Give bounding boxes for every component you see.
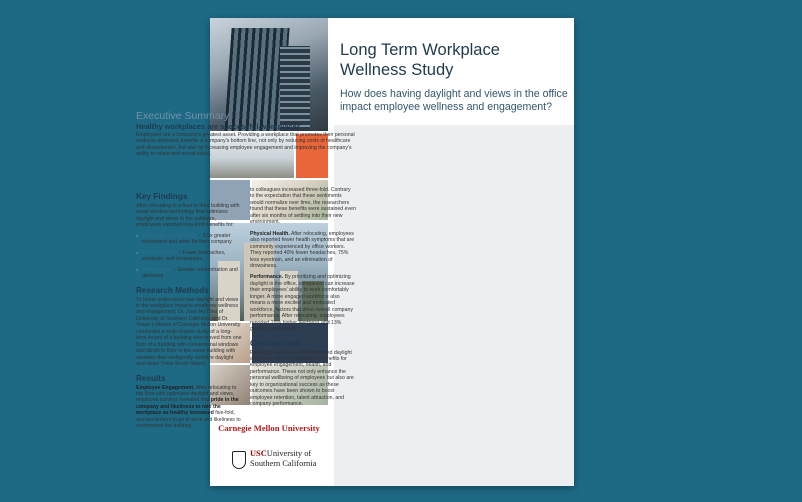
results-continued: to colleagues increased three-fold. Contrary to the expectation that these sentiments would normalize over time, the researchers found that these benefits were sustained even after six months of settling into their new environment. <box>250 187 356 226</box>
title-line-2: Wellness Study <box>340 61 454 79</box>
results-heading: Results <box>136 373 166 383</box>
page-subtitle: How does having daylight and views in the office impact employee wellness and engagement? <box>340 88 568 113</box>
cmu-logo: Carnegie Mellon University <box>218 423 320 433</box>
finding-label: Workplace engagement <box>142 232 197 239</box>
results-performance <box>250 274 356 332</box>
results-engagement <box>136 385 242 430</box>
summary-panel <box>334 125 574 486</box>
key-findings-heading: Key Findings <box>136 192 188 201</box>
usc-line2: Southern California <box>250 459 317 468</box>
finding-text: – 3-5x greater excitement and pride for their company <box>142 232 232 246</box>
page-title <box>340 40 560 80</box>
finding-label: Performance <box>142 266 172 273</box>
health-text: After relocating, employees also reported fewer health symptoms that are commonly experienced by office workers. They reported 40% fewer headaches, 75% less eyestrain, and an elimination of drowsiness. <box>250 230 355 269</box>
right-text-column <box>250 186 356 408</box>
executive-summary-subheading: Healthy workplaces are successful workplaces <box>136 122 301 131</box>
finding-bullet <box>136 267 242 280</box>
key-findings-intro: After relocating to a floor in their building with smart window technology that optimizes daylight and views to the outdoors, employees reported long-term benefits for: <box>136 203 240 229</box>
finding-label: Physical health <box>142 249 177 256</box>
title-line-1: Long Term Workplace <box>340 41 500 59</box>
performance-label: Performance. <box>250 274 284 281</box>
finding-bullet <box>136 250 242 263</box>
results-health <box>250 231 356 270</box>
finding-text: – Greater concentration and alertness <box>142 266 238 280</box>
usc-logo <box>232 449 322 475</box>
left-text-column <box>136 192 242 430</box>
engagement-text: After relocating to the floor with optimized daylight and views, employee surveys revealed that <box>136 384 237 404</box>
usc-seal-icon <box>232 451 246 469</box>
usc-wordmark <box>250 449 316 469</box>
performance-text: By prioritizing and optimizing daylight in the office, companies can increase their employees' ability to work comfortably longer. A more engaged workforce also means a more excited and motivated workforce, factors that drive overall company performance. After relocating, employees reported 29% higher alertness and 13% greater concentration. <box>250 274 355 333</box>
executive-summary-body: Employees are a company's greatest asset. Providing a workplace that promotes their personal wellness ultimately benefits a company's bottom line, not only by reducing costs of healthcare and absenteeism, but also by increasing employee engagement and improving the company's ability to retain and recruit talent. <box>136 132 355 158</box>
engagement-text-2: five-fold, and excitement to go to work and likeliness to recommend the building <box>136 410 241 430</box>
executive-summary-heading: Executive Summary <box>136 110 230 122</box>
research-methods-body: To better understand how daylight and views in the workplace impacts employee wellness and engagement, Dr. Joon Ho Choi of University of Southern California and Dr. Vivian Loftness of Carnegie Mellon University conducted a multi-season study of a long-term tenant of a building who moved from one floor of a building with conventional windows and blinds to floor in the same building with windows that intelligently optimize daylight and views (View Smart Glass). <box>136 296 242 368</box>
usc-line1: University of <box>266 449 312 458</box>
health-label: Physical Health. <box>250 230 290 237</box>
conclusions-heading: Conclusions <box>250 338 300 348</box>
engagement-label: Employee Engagement. <box>136 384 195 391</box>
usc-abbrev: USC <box>250 449 267 458</box>
executive-summary <box>136 110 356 158</box>
finding-text: – Fewer headaches, eyestrain, and drowsiness <box>142 249 226 263</box>
engagement-bold: pride in the company and likeliness to rate the workplace as healthy increased <box>136 397 239 417</box>
finding-bullet <box>136 233 242 246</box>
research-methods-heading: Research Methods <box>136 285 209 295</box>
conclusions-body: Providing employees with optimized daylight and views unlocked significant benefits for employee engagement, health, and performance. These not only enhance the personal wellbeing of employees but also are key to organizational success as these outcomes have been shown to boost employee retention, talent attraction, and company performance. <box>250 349 354 408</box>
